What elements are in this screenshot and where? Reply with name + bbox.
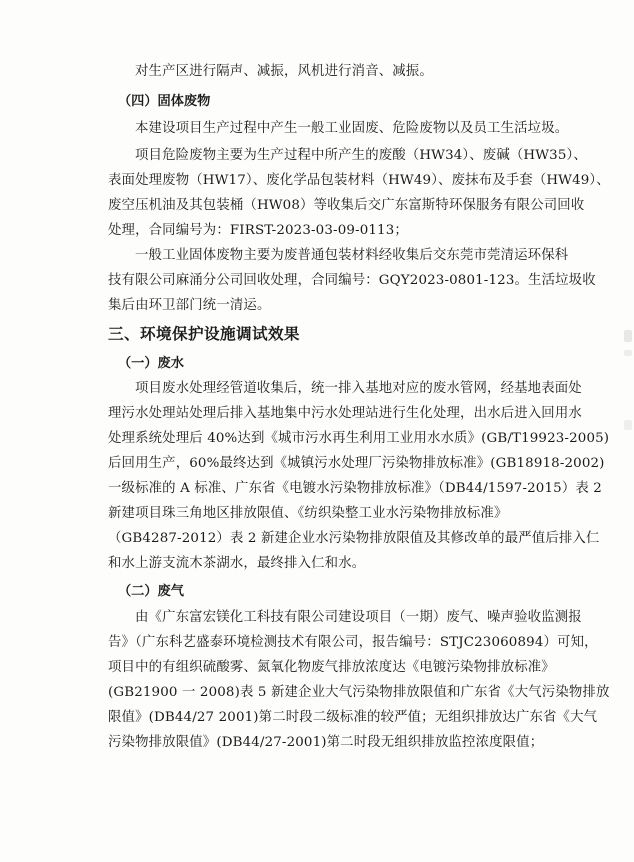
section-heading-waste-gas: （二）废气 (118, 584, 184, 599)
text-line: 和水上游支流木茶湖水，最终排入仁和水。 (108, 556, 366, 571)
text-line: 一级标准的 A 标准、广东省《电镀水污染物排放标准》（DB44/1597-2015）表 2 (108, 481, 602, 496)
text-line: 项目危险废物主要为生产过程中所产生的废酸（HW34）、废碱（HW35）、 (135, 148, 587, 163)
text-line: 污染物排放限值》(DB44/27-2001)第二时段无组织排放监控浓度限值； (108, 735, 544, 750)
scan-artifact (624, 330, 632, 342)
text-line: 处理，合同编号为：FIRST-2023-03-09-0113； (108, 223, 408, 238)
section-heading-solid-waste: （四）固体废物 (118, 94, 211, 109)
text-line: 理污水处理站处理后排入基地集中污水处理站进行生化处理，出水后进入回用水 (108, 406, 582, 421)
section-heading-wastewater: （一）废水 (118, 356, 184, 371)
chapter-heading: 三、环境保护设施调试效果 (108, 325, 300, 343)
scan-artifact (624, 350, 632, 356)
text-line: 由《广东富宏镁化工科技有限公司建设项目（一期）废气、噪声验收监测报 (135, 610, 582, 625)
scan-artifact (624, 420, 632, 430)
text-line: 新建项目珠三角地区排放限值、《纺织染整工业水污染物排放标准》 (108, 506, 508, 521)
text-line: 项目中的有组织硫酸雾、氮氧化物废气排放浓度达《电镀污染物排放标准》 (108, 660, 555, 675)
text-line: 处理系统处理后 40%达到《城市污水再生利用工业用水水质》(GB/T19923-2005) (108, 431, 610, 446)
text-line: (GB21900 一 2008)表 5 新建企业大气污染物排放限值和广东省《大气污染物排放 (108, 685, 610, 700)
text-line: 对生产区进行隔声、减振，风机进行消音、减振。 (135, 64, 433, 79)
text-line: 表面处理废物（HW17）、废化学品包装材料（HW49）、废抹布及手套（HW49）、 (108, 173, 610, 188)
text-line: 限值》(DB44/27 2001)第二时段二级标准的较严值；无组织排放达广东省《大气 (108, 710, 598, 725)
text-line: 集后由环卫部门统一清运。 (108, 298, 271, 313)
text-line: （GB4287-2012）表 2 新建企业水污染物排放限值及其修改单的最严值后排入仁 (108, 531, 600, 546)
text-line: 本建设项目生产过程中产生一般工业固废、危险废物以及员工生活垃圾。 (135, 121, 569, 136)
text-line: 后回用生产，60%最终达到《城镇污水处理厂污染物排放标准》(GB18918-2002) (108, 456, 605, 471)
text-line: 一般工业固体废物主要为废普通包装材料经收集后交东莞市莞清运环保科 (135, 248, 569, 263)
text-line: 告》（广东科艺盛泰环境检测技术有限公司，报告编号：STJC23060894）可知， (108, 635, 598, 650)
text-line: 项目废水处理经管道收集后，统一排入基地对应的废水管网，经基地表面处 (135, 381, 582, 396)
text-line: 技有限公司麻涌分公司回收处理，合同编号：GQY2023-0801-123。生活垃圾收 (108, 273, 596, 288)
text-line: 废空压机油及其包装桶（HW08）等收集后交广东富斯特环保服务有限公司回收 (108, 198, 585, 213)
